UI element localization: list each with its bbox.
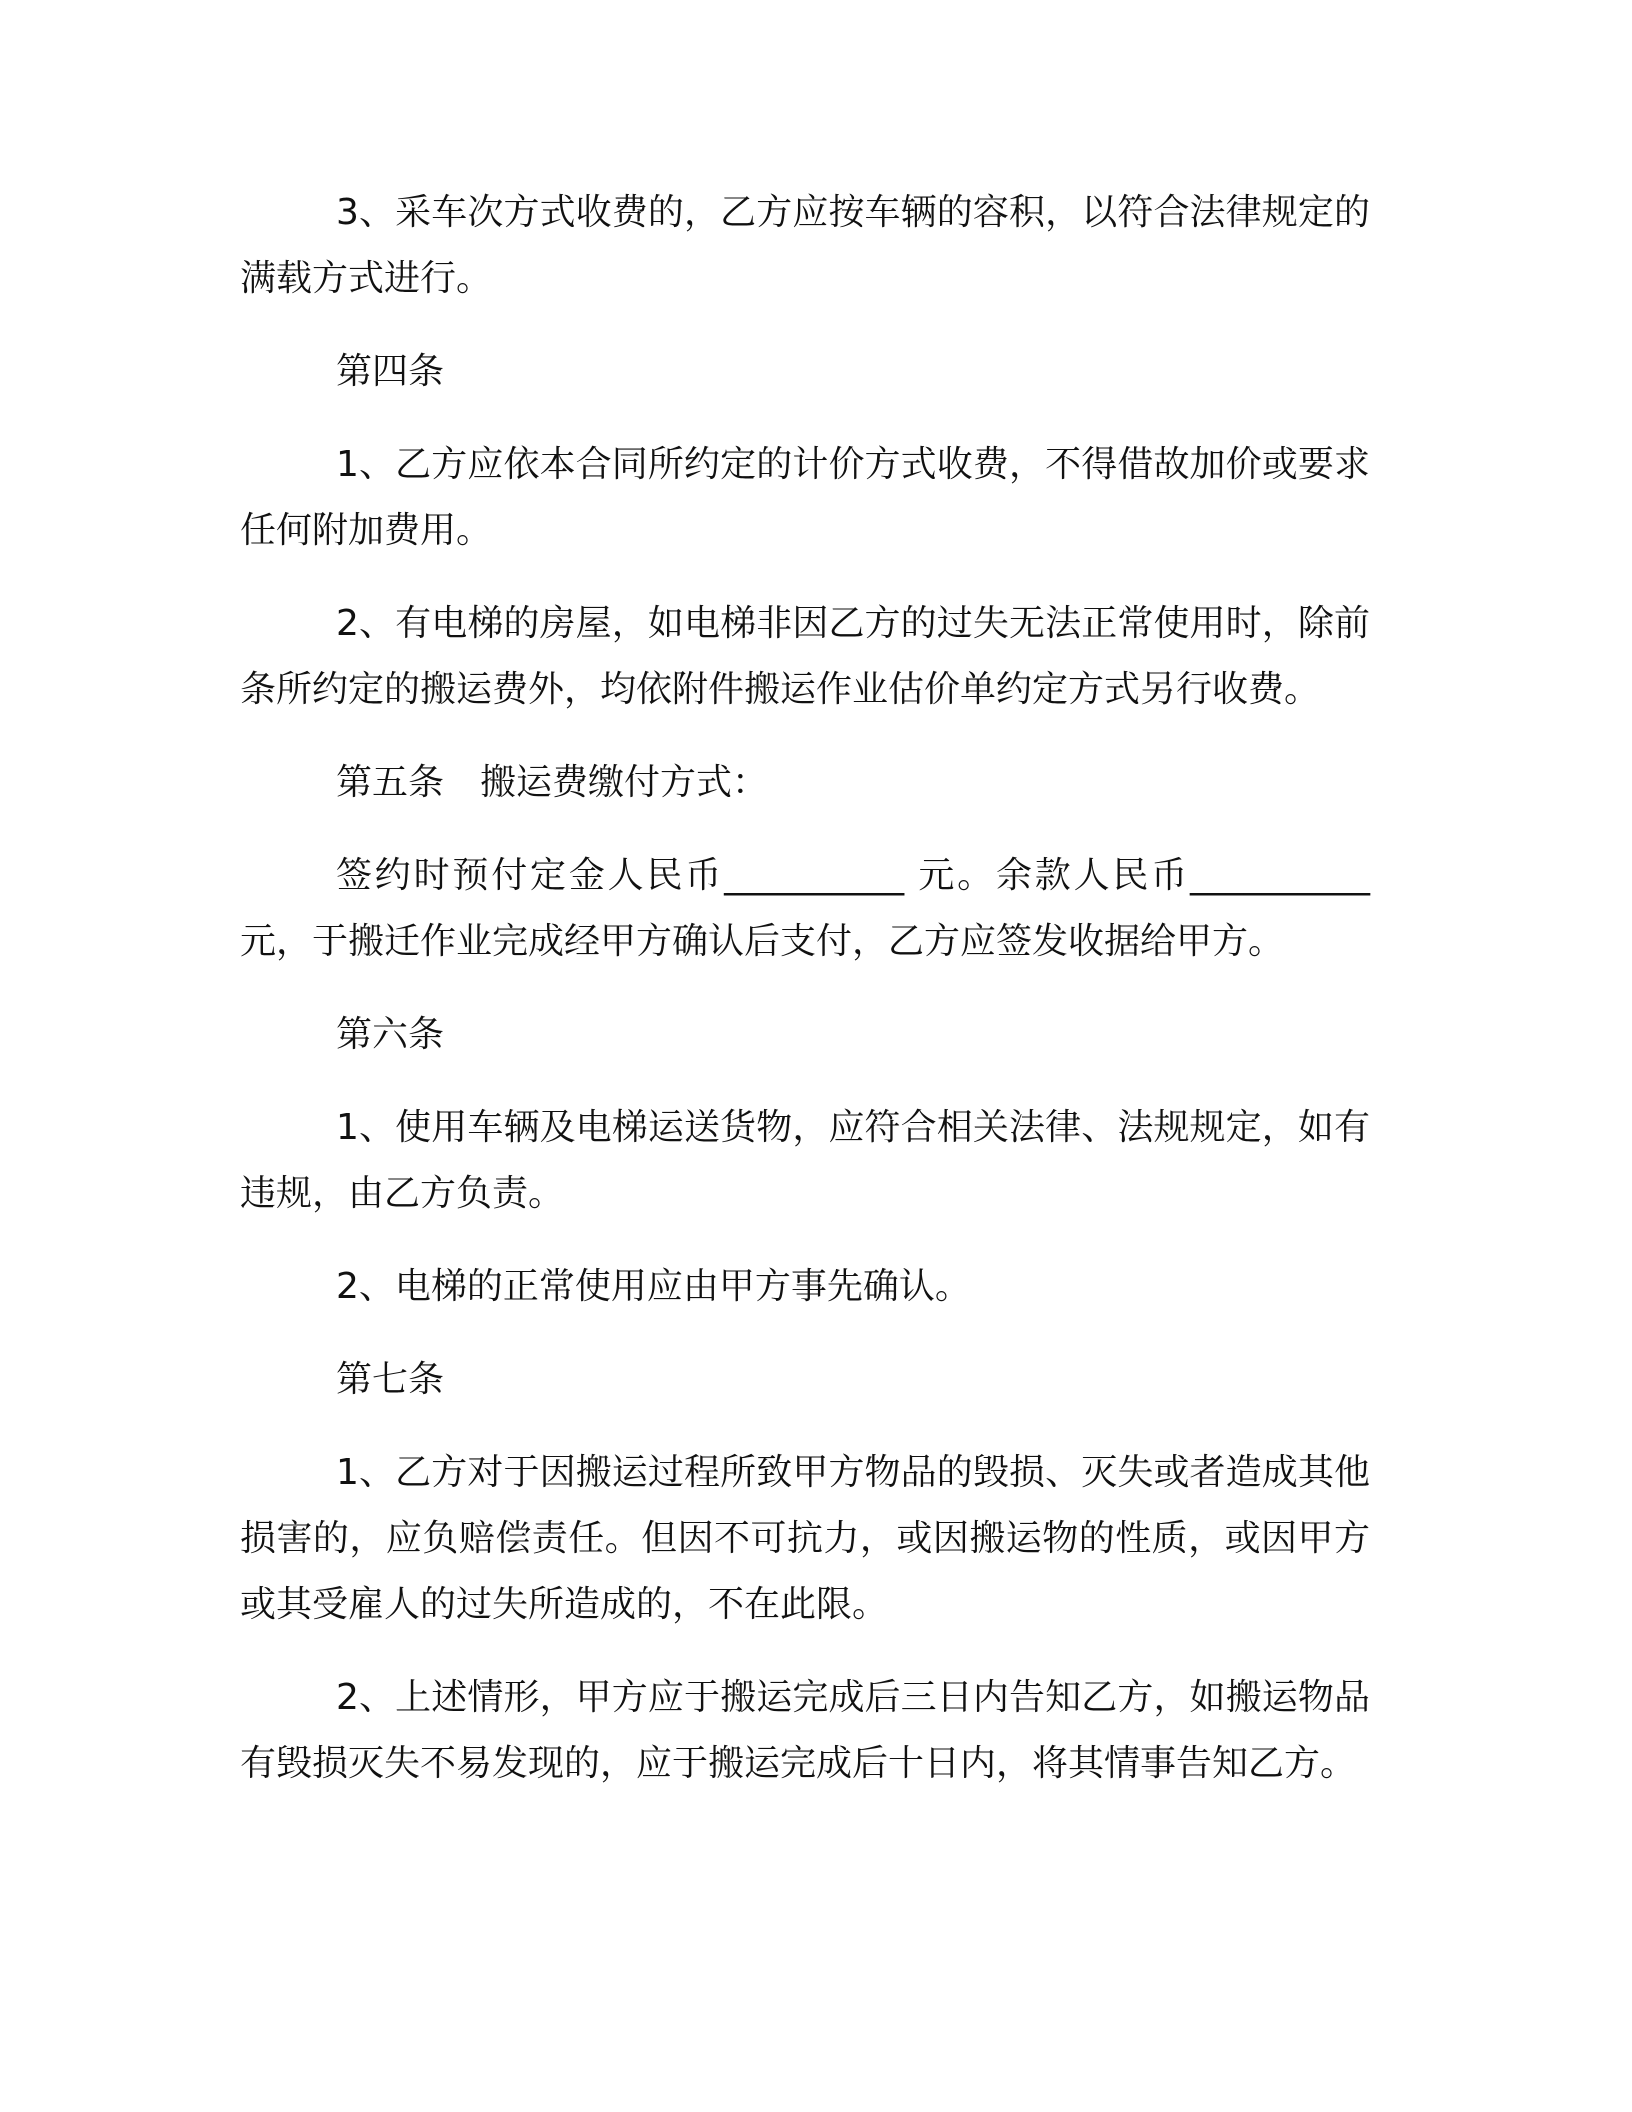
article-5-heading: 第五条 搬运费缴付方式： [336, 762, 769, 803]
paragraph-article-7-1: 1、乙方对于因搬运过程所致甲方物品的毁损、灭失或者造成其他损害的，应负赔偿责任。但因不可抗力，或因搬运物的性质，或因甲方或其受雇人的过失所造成的，不在此限。 [240, 1452, 1370, 1625]
paragraph-article-7-2: 2、上述情形，甲方应于搬运完成后三日内告知乙方，如搬运物品有毁损灭失不易发现的，应于搬运完成后十日内，将其情事告知乙方。 [240, 1677, 1370, 1784]
article-6-heading: 第六条 [336, 1014, 445, 1055]
paragraph-article-6-1: 1、使用车辆及电梯运送货物，应符合相关法律、法规规定，如有违规，由乙方负责。 [240, 1107, 1370, 1214]
document-page [240, 180, 1370, 1824]
paragraph-article-5-payment: 签约时预付定金人民币__________ 元。余款人民币__________元，于搬迁作业完成经甲方确认后支付，乙方应签发收据给甲方。 [240, 855, 1370, 962]
article-7-heading: 第七条 [336, 1359, 445, 1400]
paragraph-clause-3-3: 3、采车次方式收费的，乙方应按车辆的容积，以符合法律规定的满载方式进行。 [240, 192, 1370, 299]
paragraph-article-4-2: 2、有电梯的房屋，如电梯非因乙方的过失无法正常使用时，除前条所约定的搬运费外，均依附件搬运作业估价单约定方式另行收费。 [240, 603, 1370, 710]
paragraph-article-6-2: 2、电梯的正常使用应由甲方事先确认。 [336, 1266, 971, 1307]
article-4-heading: 第四条 [336, 351, 445, 392]
paragraph-article-4-1: 1、乙方应依本合同所约定的计价方式收费，不得借故加价或要求任何附加费用。 [240, 444, 1370, 551]
